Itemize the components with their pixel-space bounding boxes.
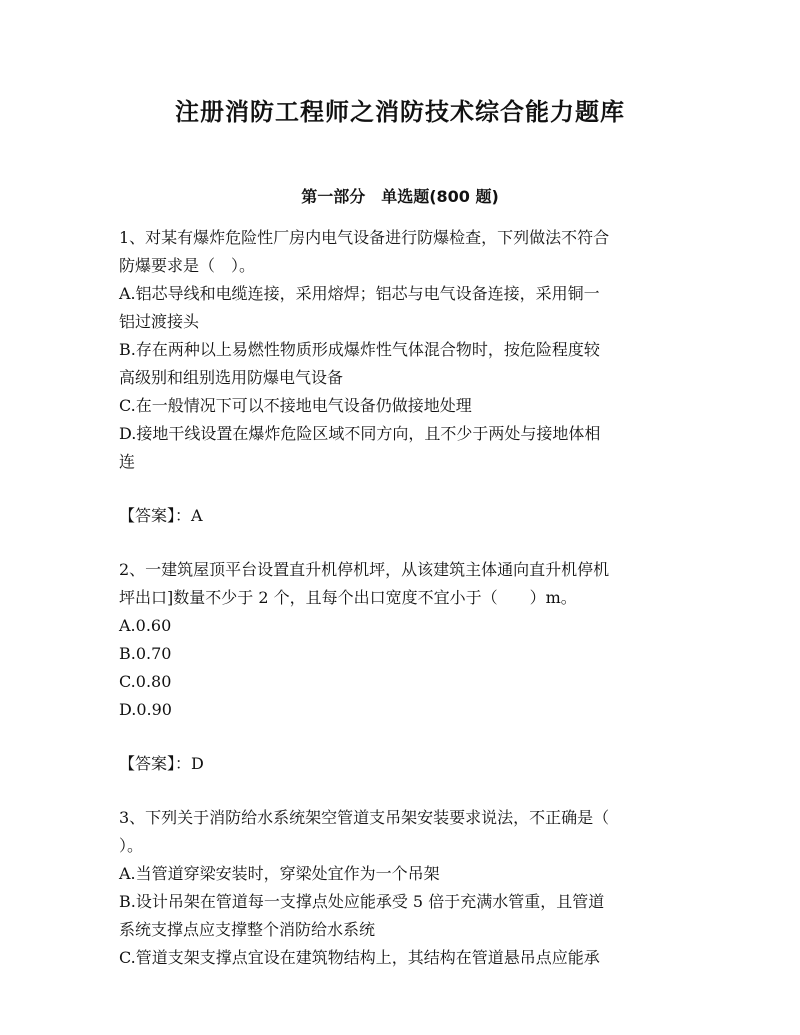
option-line: B.存在两种以上易燃性物质形成爆炸性气体混合物时，按危险程度较 [119, 340, 600, 359]
question-block [119, 804, 684, 972]
option-line: C.管道支架支撑点宜设在建筑物结构上，其结构在管道悬吊点应能承 [119, 948, 600, 967]
question-list [119, 224, 684, 972]
answer-option [119, 420, 684, 476]
option-line: 系统支撑点应支撑整个消防给水系统 [119, 920, 376, 939]
answer-key: 【答案】：D [119, 754, 204, 773]
option-line: 铝过渡接头 [119, 312, 200, 331]
answer-option [119, 860, 684, 888]
document-title: 注册消防工程师之消防技术综合能力题库 [175, 98, 625, 126]
answer-option [119, 612, 684, 640]
answer-option [119, 280, 684, 336]
question-stem-line: 1、对某有爆炸危险性厂房内电气设备进行防爆检查，下列做法不符合 [119, 228, 610, 247]
answer-key: 【答案】：A [119, 506, 203, 525]
answer-option [119, 336, 684, 392]
question-block [119, 556, 684, 804]
option-line: C.在一般情况下可以不接地电气设备仍做接地处理 [119, 396, 472, 415]
option-line: A.铝芯导线和电缆连接，采用熔焊；铝芯与电气设备连接，采用铜一 [119, 284, 600, 303]
option-line: A.0.60 [119, 616, 172, 635]
question-block [119, 224, 684, 556]
question-stem-line: 3、下列关于消防给水系统架空管道支吊架安装要求说法，不正确是（ [119, 808, 610, 827]
answer-option [119, 888, 684, 944]
question-stem-line: 防爆要求是（ ）。 [119, 256, 256, 275]
spacer [119, 476, 684, 502]
question-stem-line: 2、一建筑屋顶平台设置直升机停机坪，从该建筑主体通向直升机停机 [119, 560, 610, 579]
spacer [119, 778, 684, 804]
section-title: 第一部分 单选题(800 题) [301, 187, 499, 206]
answer-option [119, 944, 684, 972]
answer-option [119, 668, 684, 696]
option-line: B.设计吊架在管道每一支撑点处应能承受 5 倍于充满水管重，且管道 [119, 892, 605, 911]
question-stem-line: ）。 [119, 836, 144, 855]
answer-option [119, 392, 684, 420]
option-line: A.当管道穿梁安装时，穿梁处宜作为一个吊架 [119, 864, 440, 883]
option-line: D.0.90 [119, 700, 172, 719]
spacer [119, 724, 684, 750]
option-line: 连 [119, 452, 136, 471]
option-line: D.接地干线设置在爆炸危险区域不同方向，且不少于两处与接地体相 [119, 424, 601, 443]
question-stem-line: 坪出口]数量不少于 2 个，且每个出口宽度不宜小于（ ）m。 [119, 588, 577, 607]
option-line: 高级别和组别选用防爆电气设备 [119, 368, 344, 387]
option-line: C.0.80 [119, 672, 172, 691]
answer-option [119, 640, 684, 668]
answer-option [119, 696, 684, 724]
spacer [119, 530, 684, 556]
option-line: B.0.70 [119, 644, 172, 663]
